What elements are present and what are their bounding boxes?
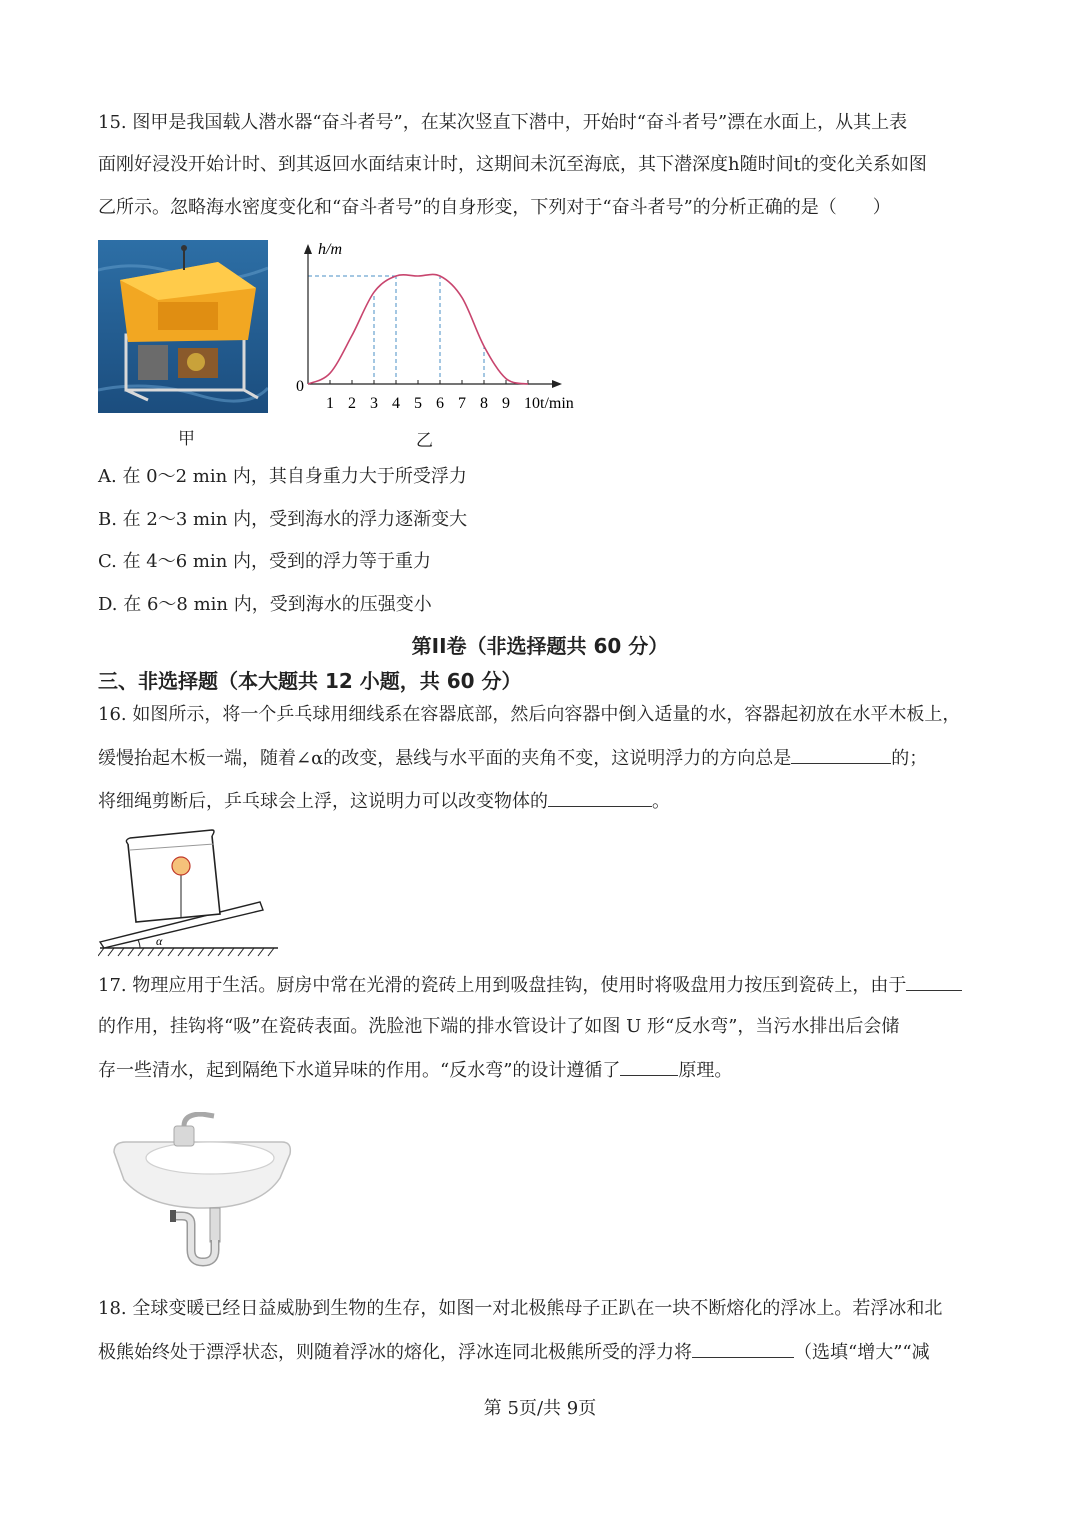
x-tick-label: 9 [502, 395, 510, 412]
x-tick-label: 3 [370, 395, 378, 412]
sink-figure [110, 1112, 295, 1272]
answer-blank [906, 972, 962, 991]
tilted-container-figure [98, 822, 283, 957]
q18-text-2a: 极熊始终处于漂浮状态，则随着浮冰的熔化，浮冰连同北极熊所受的浮力将 [98, 1342, 692, 1363]
q18-line-2 [98, 1339, 984, 1365]
x-axis-arrow [552, 380, 562, 388]
q15-line-3: 乙所示。忽略海水密度变化和“奋斗者号”的自身形变，下列对于“奋斗者号”的分析正确的是（ ） [98, 197, 891, 218]
q15-line-2: 面刚好浸没开始计时、到其返回水面结束计时，这期间未沉至海底，其下潜深度h随时间t的变化关系如图 [98, 154, 927, 175]
submersible-photo [98, 240, 268, 413]
x-tick-label: 2 [348, 395, 356, 412]
answer-blank [791, 745, 891, 764]
caption-yi: 乙 [416, 431, 433, 451]
alpha-label: α [156, 934, 163, 948]
depth-time-chart [288, 236, 608, 416]
caption-jia: 甲 [178, 429, 195, 449]
origin-label: 0 [296, 378, 304, 395]
x-axis-label: t/min [540, 395, 574, 412]
x-tick-label: 1 [326, 395, 334, 412]
q16-line-3 [98, 788, 984, 814]
q15-line-1: 15. 图甲是我国载人潜水器“奋斗者号”，在某次竖直下潜中，开始时“奋斗者号”漂在水面上，从其上表 [98, 112, 908, 133]
section-subtitle: 三、非选择题（本大题共 12 小题，共 60 分） [98, 669, 522, 693]
q17-line-1 [98, 972, 984, 998]
x-tick-label: 8 [480, 395, 488, 412]
x-tick-label: 6 [436, 395, 444, 412]
q17-text-1a: 17. 物理应用于生活。厨房中常在光滑的瓷砖上用到吸盘挂钩，使用时将吸盘用力按压到瓷砖上，由于 [98, 975, 907, 996]
answer-blank [692, 1339, 794, 1358]
q16-line-1: 16. 如图所示，将一个乒乓球用细线系在容器底部，然后向容器中倒入适量的水，容器起初放在水平木板上， [98, 704, 961, 725]
option-c: C. 在 4～6 min 内，受到的浮力等于重力 [98, 551, 432, 572]
q18-line-1: 18. 全球变暖已经日益威胁到生物的生存，如图一对北极熊母子正趴在一块不断熔化的浮冰上。若浮冰和北 [98, 1298, 943, 1319]
section-title: 第II卷（非选择题共 60 分） [411, 634, 669, 658]
option-b: B. 在 2～3 min 内，受到海水的浮力逐渐变大 [98, 509, 468, 530]
x-tick-label: 5 [414, 395, 422, 412]
q16-line-2 [98, 745, 984, 771]
q17-text-3b: 原理。 [678, 1060, 733, 1081]
option-d: D. 在 6～8 min 内，受到海水的压强变小 [98, 594, 432, 615]
q17-text-3a: 存一些清水，起到隔绝下水道异味的作用。“反水弯”的设计遵循了 [98, 1060, 621, 1081]
x-tick-label: 7 [458, 395, 466, 412]
y-axis-label: h/m [318, 241, 342, 258]
q16-text-2a: 缓慢抬起木板一端，随着∠α的改变，悬线与水平面的夹角不变，这说明浮力的方向总是 [98, 748, 792, 769]
x-tick-label: 10 [524, 395, 540, 412]
q17-line-3 [98, 1057, 984, 1083]
q17-line-2: 的作用，挂钩将“吸”在瓷砖表面。洗脸池下端的排水管设计了如图 U 形“反水弯”，当污水排出后会储 [98, 1016, 900, 1037]
x-tick-label: 4 [392, 395, 400, 412]
q18-text-2b: （选填“增大”“减 [794, 1342, 930, 1363]
depth-curve [308, 274, 528, 384]
answer-blank [548, 788, 652, 807]
y-axis-arrow [304, 244, 312, 254]
q16-text-3b: 。 [652, 791, 670, 812]
option-a: A. 在 0～2 min 内，其自身重力大于所受浮力 [98, 466, 467, 487]
page-footer: 第 5页/共 9页 [483, 1398, 597, 1419]
q16-text-2b: 的； [891, 748, 928, 769]
answer-blank [620, 1057, 678, 1076]
q16-text-3a: 将细绳剪断后，乒乓球会上浮，这说明力可以改变物体的 [98, 791, 548, 812]
